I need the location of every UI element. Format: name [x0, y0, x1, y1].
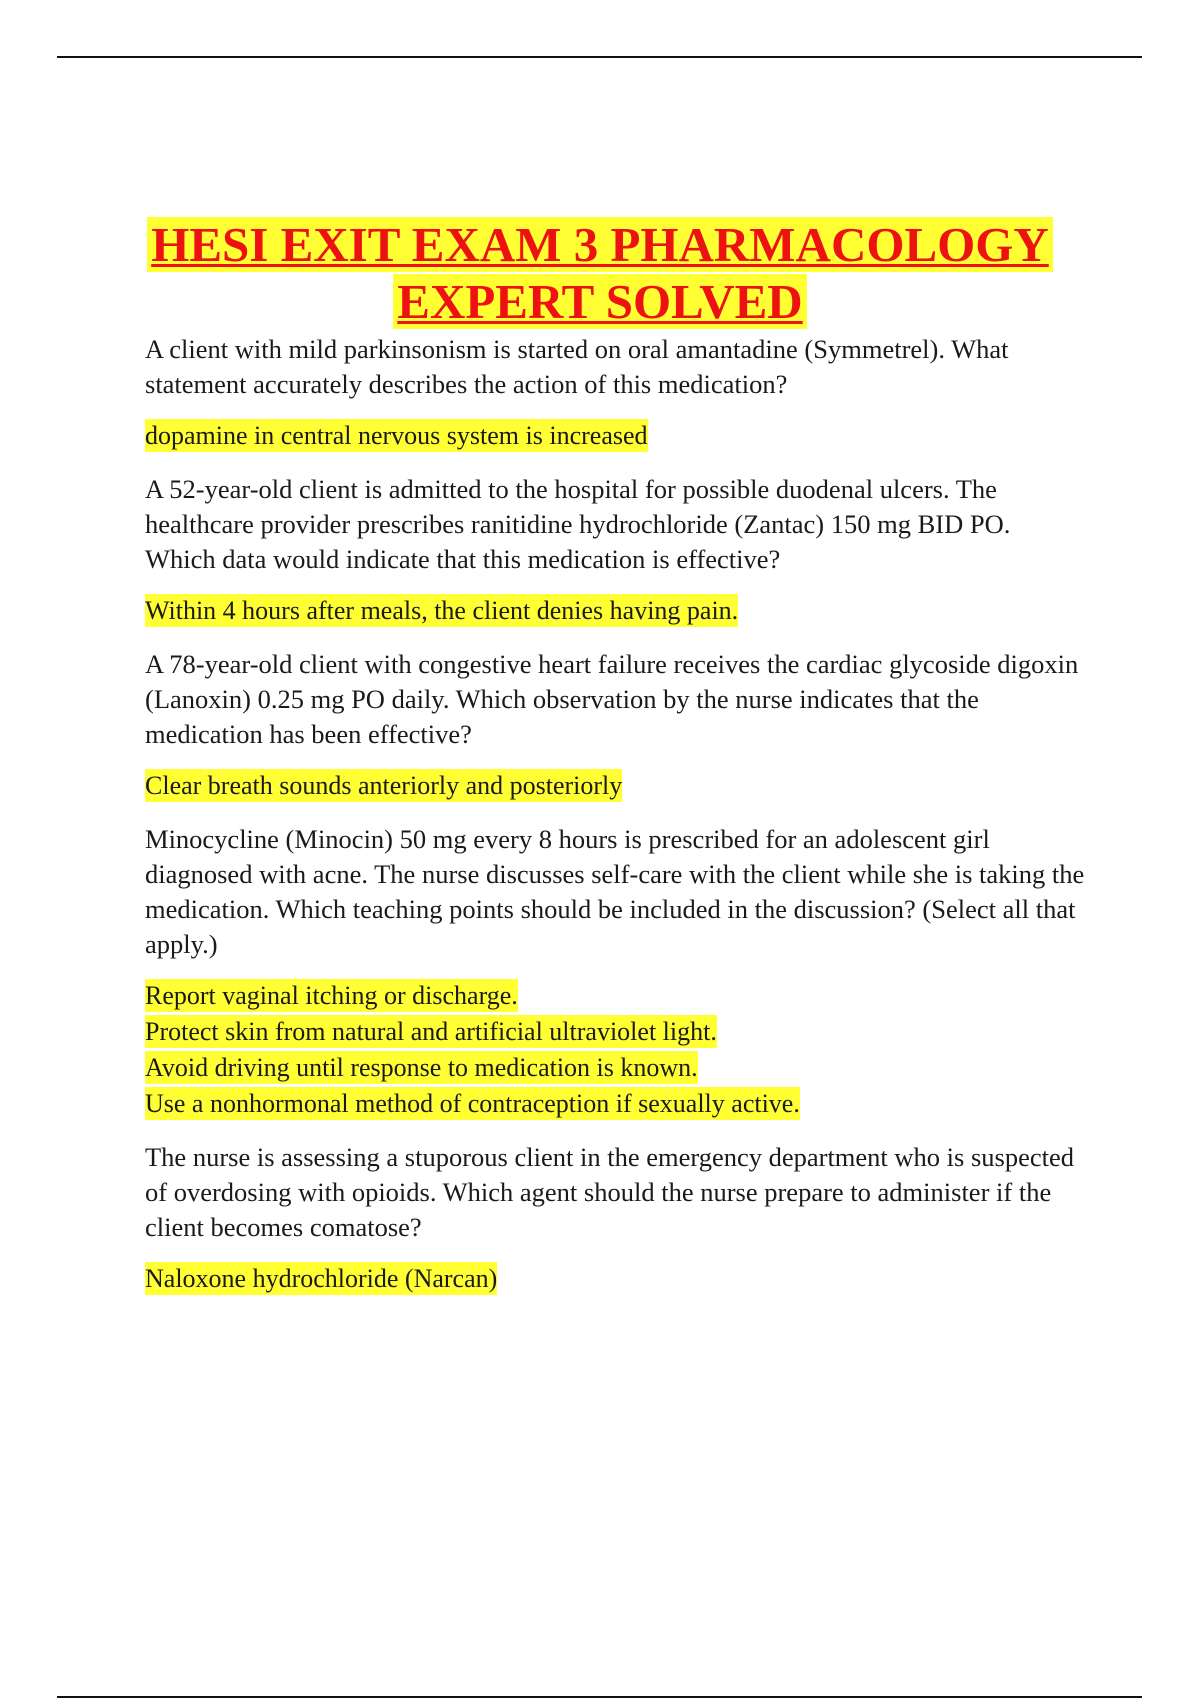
highlighted-answer: Clear breath sounds anteriorly and posteriorly: [145, 771, 623, 800]
title-line-2: EXPERT SOLVED: [393, 274, 806, 329]
answer-line: [145, 1261, 1085, 1297]
highlighted-answer: Naloxone hydrochloride (Narcan): [145, 1264, 498, 1293]
top-divider: [57, 56, 1142, 58]
answer-block-4: [145, 978, 1085, 1122]
highlighted-answer: Avoid driving until response to medication is known.: [145, 1053, 698, 1082]
highlighted-answer: dopamine in central nervous system is increased: [145, 421, 648, 450]
question-1: A client with mild parkinsonism is started on oral amantadine (Symmetrel). What statement accurately describes the action of this medication?: [145, 334, 1009, 399]
highlighted-answer: Within 4 hours after meals, the client denies having pain.: [145, 596, 739, 625]
answer-block-3: [145, 768, 1085, 804]
answer-block-1: [145, 418, 1085, 454]
answer-block-2: [145, 593, 1085, 629]
answer-line: [145, 1086, 1085, 1122]
question-5: The nurse is assessing a stuporous client in the emergency department who is suspected of overdosing with opioids. Which agent should the nurse prepare to administer if the client becomes comatose?: [145, 1142, 1075, 1242]
answer-line: [145, 768, 1085, 804]
answer-block-5: [145, 1261, 1085, 1297]
question-4: Minocycline (Minocin) 50 mg every 8 hours is prescribed for an adolescent girl diagnosed with acne. The nurse discusses self-care with the client while she is taking the medication. Which teaching points should be included in the discussion? (Select all that apply.): [145, 824, 1085, 959]
bottom-divider: [57, 1696, 1142, 1698]
qa-list: [145, 332, 1085, 1315]
answer-line: [145, 1014, 1085, 1050]
question-3: A 78-year-old client with congestive heart failure receives the cardiac glycoside digoxin (Lanoxin) 0.25 mg PO daily. Which observation by the nurse indicates that the medication has been effective?: [145, 649, 1079, 749]
answer-line: [145, 978, 1085, 1014]
highlighted-answer: Use a nonhormonal method of contraception if sexually active.: [145, 1089, 800, 1118]
document-title: [0, 216, 1200, 330]
question-2: A 52-year-old client is admitted to the hospital for possible duodenal ulcers. The healthcare provider prescribes ranitidine hydrochloride (Zantac) 150 mg BID PO. Which data would indicate that this medication is effective?: [145, 474, 1011, 574]
title-line-1: HESI EXIT EXAM 3 PHARMACOLOGY: [147, 217, 1053, 272]
answer-line: [145, 593, 1085, 629]
highlighted-answer: Protect skin from natural and artificial ultraviolet light.: [145, 1017, 717, 1046]
answer-line: [145, 1050, 1085, 1086]
answer-line: [145, 418, 1085, 454]
highlighted-answer: Report vaginal itching or discharge.: [145, 981, 518, 1010]
